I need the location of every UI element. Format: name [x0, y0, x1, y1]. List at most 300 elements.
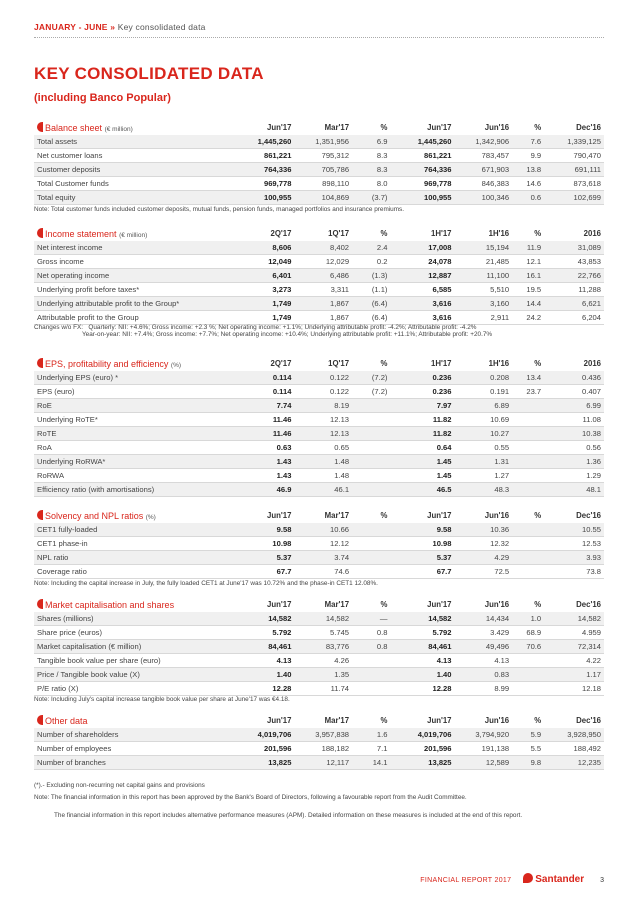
- table-cell: [512, 413, 544, 427]
- row-label: RoE: [34, 399, 237, 413]
- table-cell: 1,445,260: [390, 135, 454, 149]
- table-cell: 73.8: [544, 565, 604, 579]
- table-cell: [512, 682, 544, 696]
- table-row: [34, 565, 604, 579]
- column-header: Jun'17: [267, 510, 292, 520]
- row-label: CET1 phase-in: [34, 537, 237, 551]
- row-label: Net operating income: [34, 269, 237, 283]
- table-cell: 4.13: [455, 654, 513, 668]
- table-cell: 46.5: [390, 483, 454, 497]
- row-label: Share price (euros): [34, 626, 237, 640]
- table-cell: 14.6: [512, 177, 544, 191]
- table-cell: 12,029: [294, 255, 352, 269]
- income-grid: [34, 225, 604, 325]
- table-cell: 9.58: [390, 523, 454, 537]
- table-cell: 100,346: [455, 191, 513, 205]
- table-row: [34, 682, 604, 696]
- santander-flame-icon: [523, 873, 533, 883]
- column-header: Jun'16: [484, 715, 510, 725]
- table-cell: 104,869: [294, 191, 352, 205]
- table-cell: 3,616: [390, 297, 454, 311]
- table-cell: [352, 413, 390, 427]
- table-row: [34, 413, 604, 427]
- page-number: 3: [600, 877, 604, 884]
- section-title: Balance sheet: [45, 122, 103, 133]
- column-header: %: [380, 358, 388, 368]
- table-cell: 795,312: [294, 149, 352, 163]
- table-cell: 1,342,906: [455, 135, 513, 149]
- footer-report: FINANCIAL REPORT 2017: [420, 877, 512, 884]
- table-cell: 201,596: [390, 742, 454, 756]
- table-cell: 846,383: [455, 177, 513, 191]
- table-cell: 3.93: [544, 551, 604, 565]
- table-cell: 12,887: [390, 269, 454, 283]
- table-cell: 6,621: [544, 297, 604, 311]
- header-period: JANUARY - JUNE: [34, 22, 108, 32]
- table-cell: 8.99: [455, 682, 513, 696]
- row-label: Underlying attributable profit to the Group*: [34, 297, 237, 311]
- table-cell: 9.8: [512, 756, 544, 770]
- star-note: (*).- Excluding non-recurring net capital gains and provisions: [34, 782, 205, 789]
- table-cell: 0.114: [237, 371, 295, 385]
- table-cell: 0.122: [294, 385, 352, 399]
- table-cell: 6,204: [544, 311, 604, 325]
- table-cell: 671,903: [455, 163, 513, 177]
- table-cell: 3,273: [237, 283, 295, 297]
- row-label: Total Customer funds: [34, 177, 237, 191]
- brand-name: Santander: [535, 874, 585, 885]
- table-cell: [352, 668, 390, 682]
- table-cell: 10.98: [390, 537, 454, 551]
- section-heading: [34, 225, 237, 241]
- table-cell: 3.74: [294, 551, 352, 565]
- table-cell: [512, 427, 544, 441]
- table-cell: 4.29: [455, 551, 513, 565]
- table-cell: 0.208: [455, 371, 513, 385]
- table-cell: 0.6: [512, 191, 544, 205]
- row-label: RoA: [34, 441, 237, 455]
- row-label: RoTE: [34, 427, 237, 441]
- table-cell: 14,582: [237, 612, 295, 626]
- table-cell: 10.55: [544, 523, 604, 537]
- table-cell: 790,470: [544, 149, 604, 163]
- table-cell: 1,351,956: [294, 135, 352, 149]
- column-header: Jun'17: [267, 599, 292, 609]
- section-unit: (%): [145, 513, 156, 521]
- row-label: Underlying profit before taxes*: [34, 283, 237, 297]
- table-cell: 6,401: [237, 269, 295, 283]
- column-header: %: [534, 510, 542, 520]
- market-grid: [34, 596, 604, 696]
- row-label: Underlying RoRWA*: [34, 455, 237, 469]
- table-cell: 102,699: [544, 191, 604, 205]
- table-row: [34, 551, 604, 565]
- fx-line-1: Quarterly: NII: +4.6%; Gross income: +2.3 %; Net operating income: +1.1%; Underlying attributable profit: -4.2%; Attributable profit: -4.2%: [88, 324, 477, 331]
- table-cell: 22,766: [544, 269, 604, 283]
- table-row: [34, 483, 604, 497]
- table-cell: [352, 441, 390, 455]
- table-cell: 1,867: [294, 311, 352, 325]
- table-cell: [512, 654, 544, 668]
- fx-line-2: Year-on-year: NII: +7.4%; Gross income: +7.7%; Net operating income: +10.4%; Underlying attributable profit: +11.1%; Attributable profit: +20.7%: [82, 331, 493, 338]
- table-cell: 3,957,838: [294, 728, 352, 742]
- table-cell: [352, 654, 390, 668]
- table-row: [34, 255, 604, 269]
- table-cell: 783,457: [455, 149, 513, 163]
- table-cell: 12.28: [390, 682, 454, 696]
- table-cell: [352, 523, 390, 537]
- row-label: Price / Tangible book value (X): [34, 668, 237, 682]
- table-cell: 2,911: [455, 311, 513, 325]
- table-cell: 898,110: [294, 177, 352, 191]
- column-header: %: [380, 510, 388, 520]
- table-cell: 48.3: [455, 483, 513, 497]
- row-label: Number of branches: [34, 756, 237, 770]
- table-cell: 12.28: [237, 682, 295, 696]
- table-cell: 83,776: [294, 640, 352, 654]
- column-header: %: [380, 228, 388, 238]
- table-cell: 5.9: [512, 728, 544, 742]
- section-heading: [34, 596, 237, 612]
- table-cell: —: [352, 612, 390, 626]
- table-cell: [512, 455, 544, 469]
- table-row: [34, 241, 604, 255]
- table-row: [34, 385, 604, 399]
- table-cell: 67.7: [237, 565, 295, 579]
- table-cell: 1.0: [512, 612, 544, 626]
- table-cell: 11.9: [512, 241, 544, 255]
- column-header: Jun'17: [427, 715, 452, 725]
- table-cell: 8.0: [352, 177, 390, 191]
- table-cell: 4,019,706: [390, 728, 454, 742]
- table-cell: 10.66: [294, 523, 352, 537]
- market-cap-table: [34, 596, 604, 696]
- table-cell: 0.63: [237, 441, 295, 455]
- table-row: [34, 455, 604, 469]
- page-header: [34, 22, 206, 32]
- column-header: Mar'17: [324, 122, 350, 132]
- apm-note: The financial information in this report includes alternative performance measures (APM). Detailed information on these measures is included at the end of this report.: [54, 812, 523, 819]
- column-header: Mar'17: [324, 715, 350, 725]
- table-cell: 15,194: [455, 241, 513, 255]
- table-cell: 0.8: [352, 640, 390, 654]
- other-data-table: [34, 712, 604, 770]
- table-cell: 1,445,260: [237, 135, 295, 149]
- table-cell: 14,582: [294, 612, 352, 626]
- table-cell: 70.6: [512, 640, 544, 654]
- column-header: %: [380, 122, 388, 132]
- table-cell: 0.65: [294, 441, 352, 455]
- row-label: CET1 fully-loaded: [34, 523, 237, 537]
- table-cell: 0.114: [237, 385, 295, 399]
- section-title: Solvency and NPL ratios: [45, 510, 144, 521]
- column-header: 1Q'17: [328, 228, 350, 238]
- eps-profitability-table: [34, 355, 604, 497]
- table-cell: 5.5: [512, 742, 544, 756]
- row-label: Number of employees: [34, 742, 237, 756]
- table-cell: 861,221: [237, 149, 295, 163]
- table-cell: 8.3: [352, 163, 390, 177]
- row-label: Net customer loans: [34, 149, 237, 163]
- column-header: Jun'17: [427, 599, 452, 609]
- table-cell: 764,336: [237, 163, 295, 177]
- column-header: Mar'17: [324, 510, 350, 520]
- table-cell: 0.55: [455, 441, 513, 455]
- section-unit: (€ million): [119, 231, 148, 239]
- column-header: Jun'17: [267, 715, 292, 725]
- column-header: 1Q'17: [328, 358, 350, 368]
- table-cell: 3.429: [455, 626, 513, 640]
- table-cell: 764,336: [390, 163, 454, 177]
- table-cell: 10.69: [455, 413, 513, 427]
- table-cell: 8,402: [294, 241, 352, 255]
- section-title: EPS, profitability and efficiency: [45, 358, 169, 369]
- table-cell: 12,589: [455, 756, 513, 770]
- table-cell: 6,585: [390, 283, 454, 297]
- table-cell: [512, 399, 544, 413]
- solvency-grid: [34, 507, 604, 579]
- table-cell: 13,825: [237, 756, 295, 770]
- header-divider: [34, 37, 604, 38]
- table-cell: 3,794,920: [455, 728, 513, 742]
- column-header: Jun'17: [427, 510, 452, 520]
- table-row: [34, 756, 604, 770]
- column-header: Jun'17: [427, 122, 452, 132]
- table-cell: 14,434: [455, 612, 513, 626]
- table-cell: 10.27: [455, 427, 513, 441]
- section-bullet-icon: [37, 715, 43, 725]
- table-cell: 12,117: [294, 756, 352, 770]
- row-label: Underlying EPS (euro) *: [34, 371, 237, 385]
- table-cell: 0.236: [390, 385, 454, 399]
- section-bullet-icon: [37, 122, 43, 132]
- table-row: [34, 135, 604, 149]
- fx-note: [34, 324, 604, 338]
- column-header: Jun'16: [484, 510, 510, 520]
- table-row: [34, 297, 604, 311]
- table-row: [34, 441, 604, 455]
- table-cell: 0.83: [455, 668, 513, 682]
- table-cell: 6.99: [544, 399, 604, 413]
- table-cell: 0.236: [390, 371, 454, 385]
- other-grid: [34, 712, 604, 770]
- table-cell: 68.9: [512, 626, 544, 640]
- fx-label: Changes w/o FX:: [34, 324, 84, 331]
- page-title: KEY CONSOLIDATED DATA: [34, 64, 264, 83]
- table-cell: 1,749: [237, 311, 295, 325]
- table-cell: 12.32: [455, 537, 513, 551]
- table-cell: 1,867: [294, 297, 352, 311]
- table-row: [34, 311, 604, 325]
- column-header: Jun'16: [484, 599, 510, 609]
- table-cell: 8.3: [352, 149, 390, 163]
- table-cell: 201,596: [237, 742, 295, 756]
- solvency-note: Note: Including the capital increase in July, the fully loaded CET1 at June'17 was 10.72% and the phase-in CET1 12.08%.: [34, 580, 378, 587]
- table-row: [34, 523, 604, 537]
- table-cell: (1.3): [352, 269, 390, 283]
- table-cell: 7.97: [390, 399, 454, 413]
- table-cell: 0.122: [294, 371, 352, 385]
- table-cell: 11.08: [544, 413, 604, 427]
- table-cell: 861,221: [390, 149, 454, 163]
- table-cell: 21,485: [455, 255, 513, 269]
- header-separator: »: [110, 22, 116, 32]
- row-label: Total assets: [34, 135, 237, 149]
- table-cell: 0.64: [390, 441, 454, 455]
- column-header: 2016: [583, 228, 601, 238]
- row-label: Number of shareholders: [34, 728, 237, 742]
- table-cell: 11.74: [294, 682, 352, 696]
- table-cell: (7.2): [352, 385, 390, 399]
- table-row: [34, 654, 604, 668]
- table-cell: 84,461: [390, 640, 454, 654]
- table-row: [34, 269, 604, 283]
- table-cell: 11.82: [390, 413, 454, 427]
- row-label: EPS (euro): [34, 385, 237, 399]
- section-heading: [34, 119, 237, 135]
- table-cell: 969,778: [390, 177, 454, 191]
- table-cell: 74.6: [294, 565, 352, 579]
- column-header: Dec'16: [576, 122, 601, 132]
- table-cell: 31,089: [544, 241, 604, 255]
- table-cell: 46.9: [237, 483, 295, 497]
- section-bullet-icon: [37, 358, 43, 368]
- table-cell: 8.19: [294, 399, 352, 413]
- table-cell: 969,778: [237, 177, 295, 191]
- table-cell: [512, 523, 544, 537]
- section-bullet-icon: [37, 599, 43, 609]
- table-cell: 23.7: [512, 385, 544, 399]
- table-row: [34, 469, 604, 483]
- table-cell: [352, 399, 390, 413]
- table-cell: 1.35: [294, 668, 352, 682]
- table-cell: [512, 551, 544, 565]
- table-row: [34, 177, 604, 191]
- row-label: Coverage ratio: [34, 565, 237, 579]
- column-header: %: [534, 599, 542, 609]
- table-cell: 12.1: [512, 255, 544, 269]
- column-header: 2016: [583, 358, 601, 368]
- table-cell: 1.36: [544, 455, 604, 469]
- balance-sheet-table: [34, 119, 604, 205]
- table-cell: 48.1: [544, 483, 604, 497]
- column-header: 1H'17: [431, 358, 452, 368]
- table-cell: 10.36: [455, 523, 513, 537]
- column-header: %: [534, 358, 542, 368]
- table-cell: 49,496: [455, 640, 513, 654]
- footer-brand: [523, 874, 584, 885]
- eps-grid: [34, 355, 604, 497]
- table-cell: 46.1: [294, 483, 352, 497]
- table-cell: 4.26: [294, 654, 352, 668]
- table-cell: 5.745: [294, 626, 352, 640]
- table-cell: 3,928,950: [544, 728, 604, 742]
- row-label: RoRWA: [34, 469, 237, 483]
- table-cell: 5.37: [390, 551, 454, 565]
- column-header: Dec'16: [576, 715, 601, 725]
- row-label: NPL ratio: [34, 551, 237, 565]
- column-header: Dec'16: [576, 599, 601, 609]
- table-cell: 1.29: [544, 469, 604, 483]
- table-cell: 6,486: [294, 269, 352, 283]
- column-header: %: [534, 715, 542, 725]
- table-cell: 9.9: [512, 149, 544, 163]
- row-label: Total equity: [34, 191, 237, 205]
- table-cell: 16.1: [512, 269, 544, 283]
- table-row: [34, 537, 604, 551]
- table-row: [34, 612, 604, 626]
- table-cell: 705,786: [294, 163, 352, 177]
- table-cell: 84,461: [237, 640, 295, 654]
- table-row: [34, 728, 604, 742]
- table-row: [34, 149, 604, 163]
- table-cell: 13,825: [390, 756, 454, 770]
- section-unit: (%): [170, 361, 182, 369]
- row-label: Gross income: [34, 255, 237, 269]
- header-section: Key consolidated data: [117, 22, 206, 32]
- table-cell: (6.4): [352, 297, 390, 311]
- table-cell: 1.31: [455, 455, 513, 469]
- table-row: [34, 283, 604, 297]
- column-header: %: [380, 599, 388, 609]
- table-cell: 9.58: [237, 523, 295, 537]
- table-cell: 6.89: [455, 399, 513, 413]
- column-header: Mar'17: [324, 599, 350, 609]
- table-cell: 4.959: [544, 626, 604, 640]
- table-cell: 7.1: [352, 742, 390, 756]
- table-cell: 1.48: [294, 469, 352, 483]
- table-cell: 4.13: [237, 654, 295, 668]
- table-cell: 17,008: [390, 241, 454, 255]
- table-cell: 10.98: [237, 537, 295, 551]
- table-cell: 2.4: [352, 241, 390, 255]
- table-cell: 14.1: [352, 756, 390, 770]
- table-cell: 1,339,125: [544, 135, 604, 149]
- section-heading: [34, 355, 237, 371]
- table-cell: 1.43: [237, 469, 295, 483]
- table-cell: 0.56: [544, 441, 604, 455]
- table-row: [34, 191, 604, 205]
- table-cell: [352, 682, 390, 696]
- table-cell: [352, 565, 390, 579]
- table-cell: 12.53: [544, 537, 604, 551]
- solvency-table: [34, 507, 604, 579]
- table-row: [34, 742, 604, 756]
- table-cell: 4.13: [390, 654, 454, 668]
- table-cell: [352, 455, 390, 469]
- table-cell: 1.27: [455, 469, 513, 483]
- column-header: Dec'16: [576, 510, 601, 520]
- table-cell: [352, 551, 390, 565]
- section-heading: [34, 712, 237, 728]
- income-statement-table: [34, 225, 604, 325]
- table-cell: 3,311: [294, 283, 352, 297]
- market-note: Note: Including July's capital increase tangible book value per share at June'17 was €4.18.: [34, 696, 290, 703]
- column-header: Jun'17: [267, 122, 292, 132]
- table-cell: [352, 537, 390, 551]
- table-cell: 1.40: [237, 668, 295, 682]
- column-header: %: [534, 228, 542, 238]
- column-header: 1H'17: [431, 228, 452, 238]
- table-row: [34, 163, 604, 177]
- table-cell: [512, 565, 544, 579]
- table-cell: [352, 483, 390, 497]
- table-cell: 13.8: [512, 163, 544, 177]
- table-cell: 6.9: [352, 135, 390, 149]
- table-cell: 7.74: [237, 399, 295, 413]
- table-cell: 19.5: [512, 283, 544, 297]
- table-cell: 0.8: [352, 626, 390, 640]
